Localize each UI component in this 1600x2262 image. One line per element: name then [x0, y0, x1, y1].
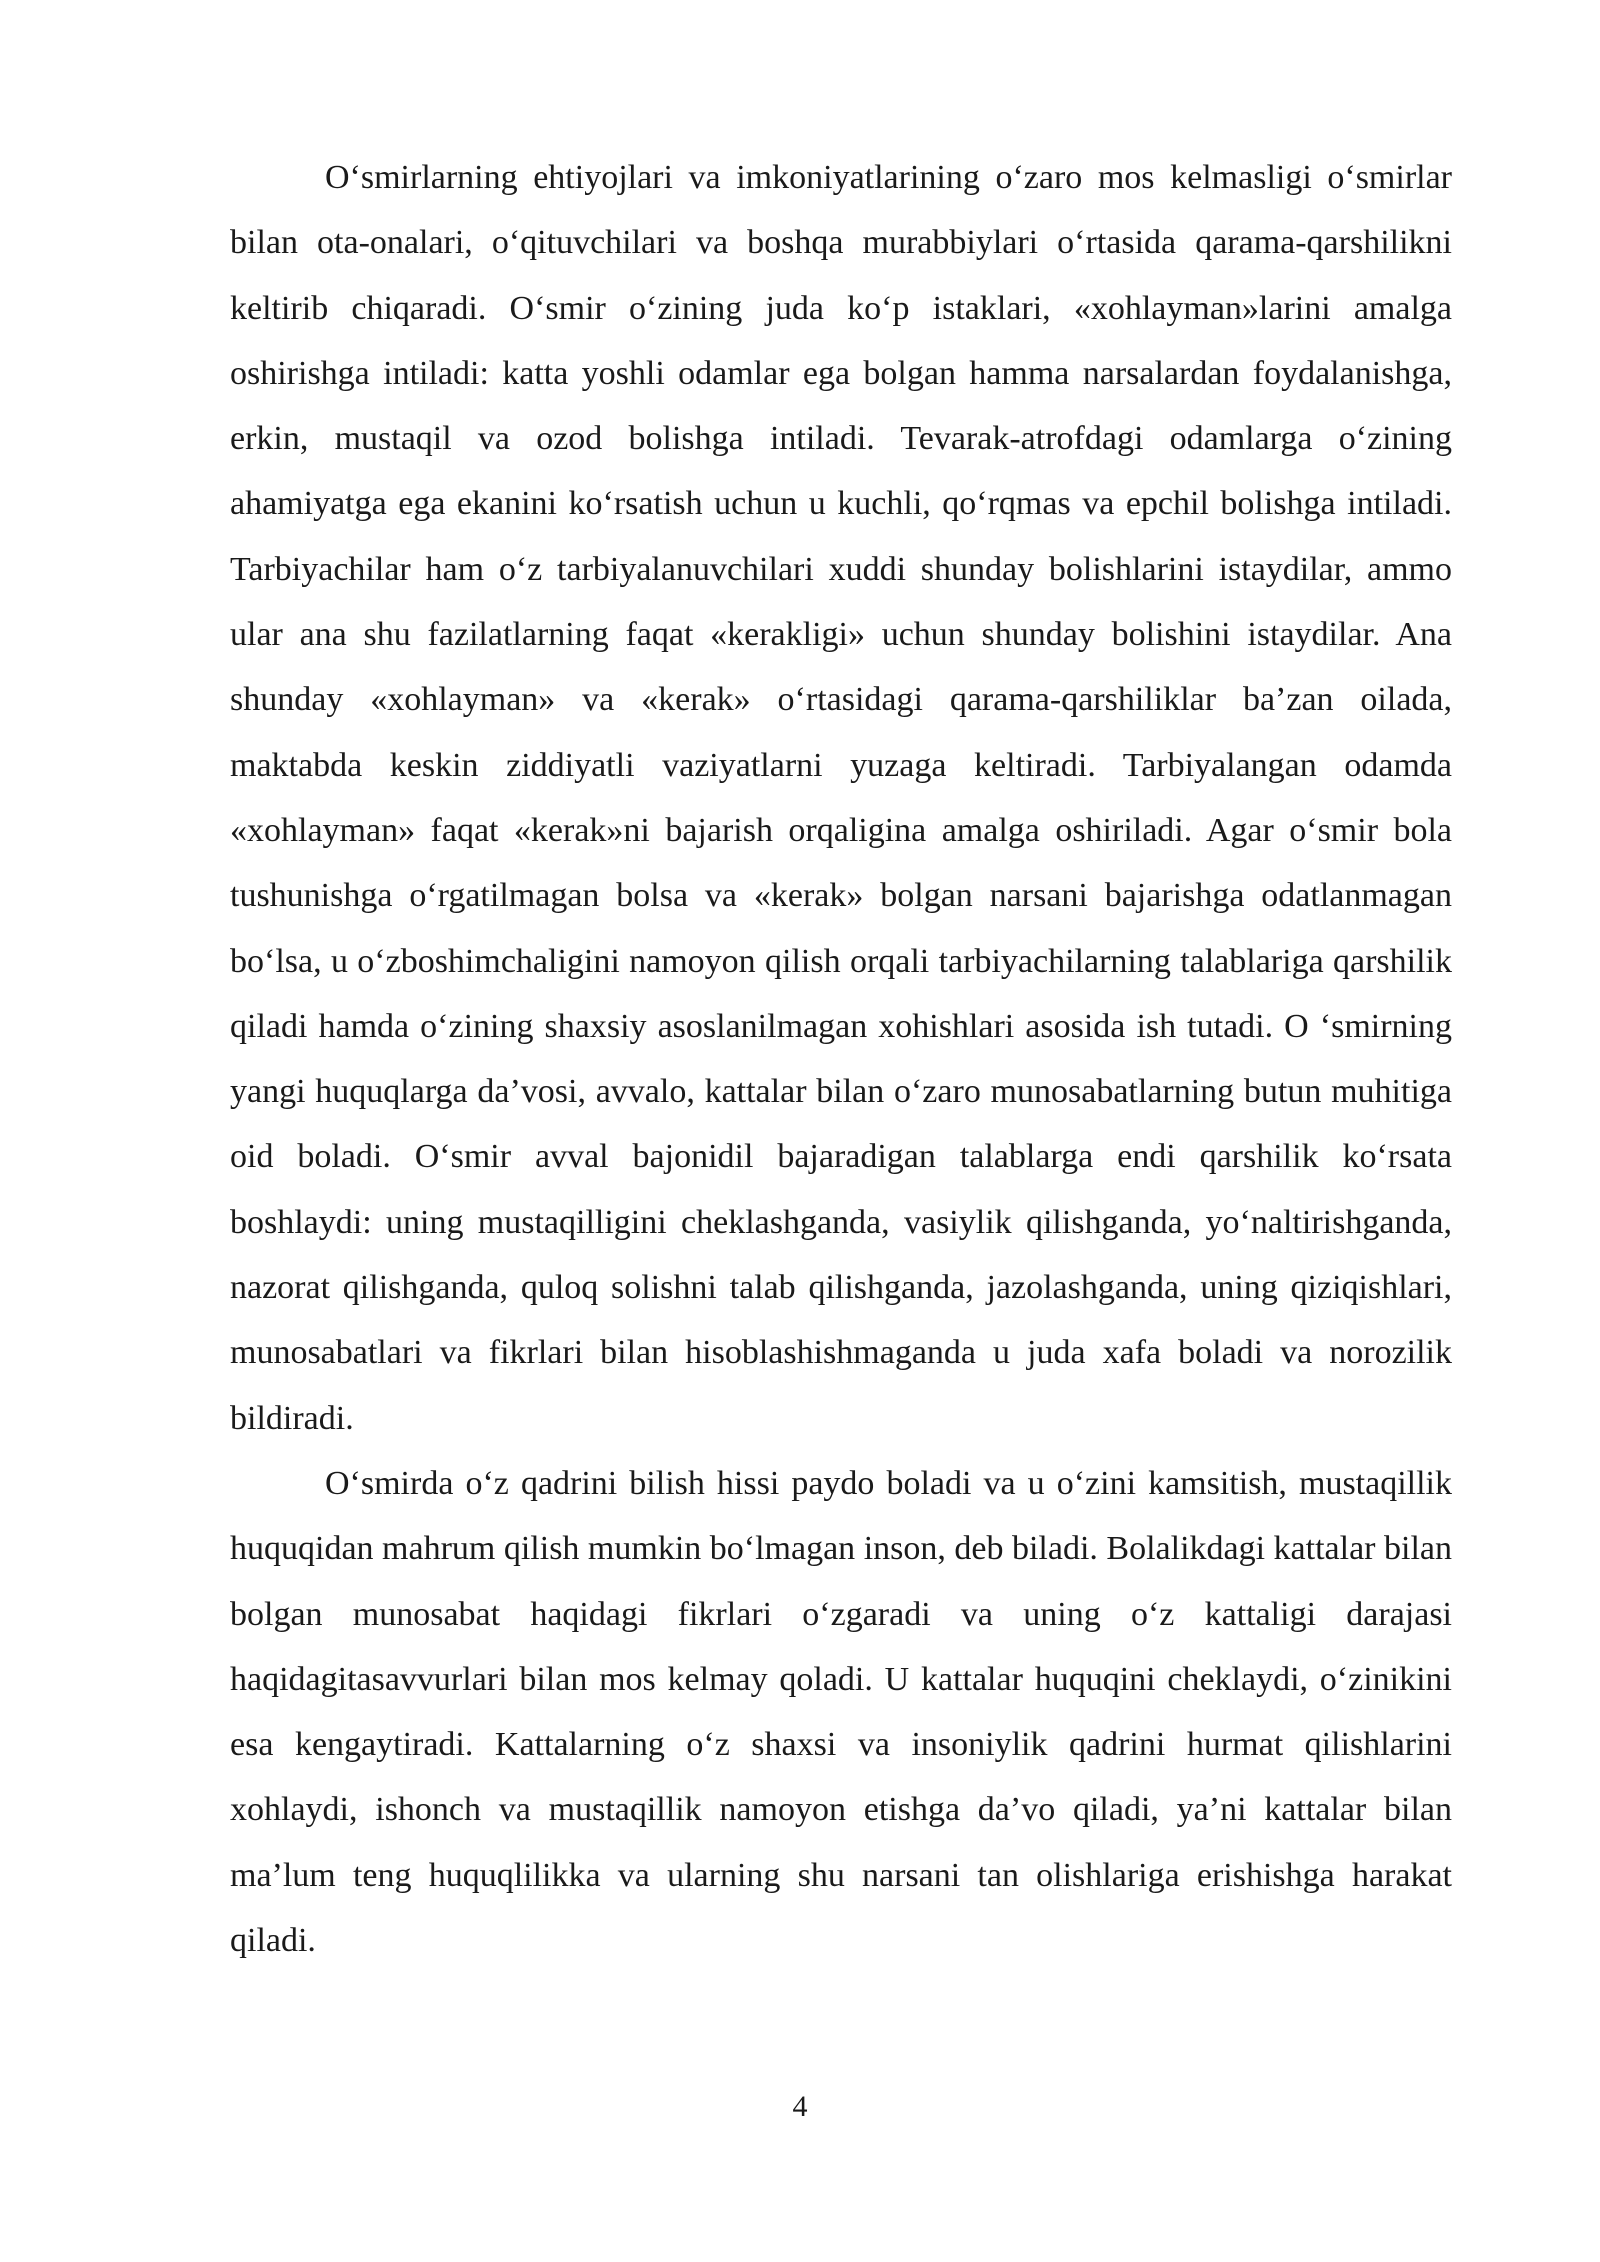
- page-number: 4: [792, 2090, 808, 2123]
- body-text: [230, 145, 1452, 1973]
- paragraph-1: O‘smirlarning ehtiyojlari va imkoniyatlarining o‘zaro mos kelmasligi o‘smirlar bilan ota-onalari, o‘qituvchilari va boshqa murabbiylari o‘rtasida qarama-qarshilikni keltirib chiqaradi. O‘smir o‘zining juda ko‘p istaklari, «xohlayman»larini amalga oshirishga intiladi: katta yoshli odamlar ega bolgan hamma narsalardan foydalanishga, erkin, mustaqil va ozod bolishga intiladi. Tevarak-atrofdagi odamlarga o‘zining ahamiyatga ega ekanini ko‘rsatish uchun u kuchli, qo‘rqmas va epchil bolishga intiladi. Tarbiyachilar ham o‘z tarbiyalanuvchilari xuddi shunday bolishlarini istaydilar, ammo ular ana shu fazilatlarning faqat «kerakligi» uchun shunday bolishini istaydilar. Ana shunday «xohlayman» va «kerak» o‘rtasidagi qarama-qarshiliklar ba’zan oilada, maktabda keskin ziddiyatli vaziyatlarni yuzaga keltiradi. Tarbiyalangan odamda «xohlayman» faqat «kerak»ni bajarish orqaligina amalga oshiriladi. Agar o‘smir bola tushunishga o‘rgatilmagan bolsa va «kerak» bolgan narsani bajarishga odatlanmagan bo‘lsa, u o‘zboshimchaligini namoyon qilish orqali tarbiyachilarning talablariga qarshilik qiladi hamda o‘zining shaxsiy asoslanilmagan xohishlari asosida ish tutadi. O ‘smirning yangi huquqlarga da’vosi, avvalo, kattalar bilan o‘zaro munosabatlarning butun muhitiga oid boladi. O‘smir avval bajonidil bajaradigan talablarga endi qarshilik ko‘rsata boshlaydi: uning mustaqilligini cheklashganda, vasiylik qilishganda, yo‘naltirishganda, nazorat qilishganda, quloq solishni talab qilishganda, jazolashganda, uning qiziqishlari, munosabatlari va fikrlari bilan hisoblashishmaganda u juda xafa boladi va norozilik bildiradi.: [230, 159, 1452, 1437]
- paragraph-2: O‘smirda o‘z qadrini bilish hissi paydo boladi va u o‘zini kamsitish, mustaqillik huquqidan mahrum qilish mumkin bo‘lmagan inson, deb biladi. Bolalikdagi kattalar bilan bolgan munosabat haqidagi fikrlari o‘zgaradi va uning o‘z kattaligi darajasi haqidagitasavvurlari bilan mos kelmay qoladi. U kattalar huquqini cheklaydi, o‘zinikini esa kengaytiradi. Kattalarning o‘z shaxsi va insoniylik qadrini hurmat qilishlarini xohlaydi, ishonch va mustaqillik namoyon etishga da’vo qiladi, ya’ni kattalar bilan ma’lum teng huquqlilikka va ularning shu narsani tan olishlariga erishishga harakat qiladi.: [230, 1464, 1452, 1960]
